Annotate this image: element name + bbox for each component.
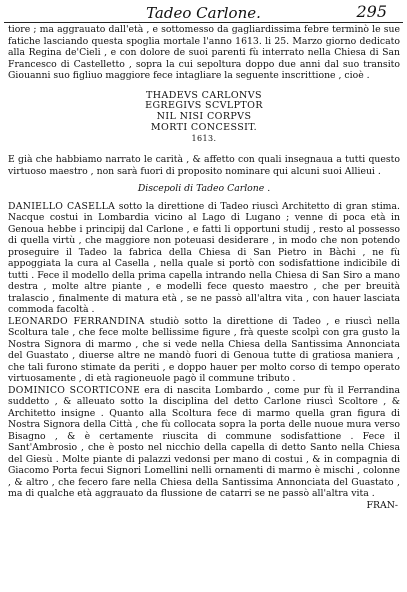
entry-paragraph: [8, 385, 400, 500]
entry-text: studiò sotto la direttione di Tadeo , e riuscì nella Scoltura tale , che fece molte bellissime figure , frà queste scolpì con gra gusto la Nostra Signora di marmo , che si vede nella Chiesa della Santissima Annonciata del Guastato , diuerse altre ne mandò fuori di Genoua tutte di gratiosa maniera , che tali furono stimate da periti , e doppo hauer per molto corso di tempo operato virtuosamente , di età ragioneuole pagò il commune tributo .: [8, 315, 400, 385]
intro-paragraph: tiore ; ma aggrauato dall'età , e sottomesso da gagliardissima febre terminò le sue fatiche lasciando questa spoglia mortale l'anno 1613. li 25. Marzo giorno dedicato alla Regina de'Cieli , e con dolore de suoi parenti fù interrato nella Chiesa di San Francesco di Castelletto , sopra la cui sepoltura doppo due anni dal suo transito Giouanni suo figliuo maggiore fece intagliare la seguente inscrittione , cioè .: [8, 24, 400, 81]
entry-text: era di nascita Lombardo , come pur fù il Ferrandina suddetto , & alleuato sotto la disciplina del detto Carlone riuscì Scoltore , & Architetto insigne . Quanto alla Scoltura fece di marmo quella gran figura di Nostra Signora della Città , che fù collocata sopra la porta delle nuoue mura verso Bisagno , & è certamente riuscita di commune sodisfattione . Fece il Sant'Ambrosio , che è posto nel nicchio della capella di detto Santo nella Chiesa del Giesù . Molte piante di palazzi vedonsi per mano di costui , & in compagnia di Giacomo Porta fecui Signori Lomellini nelli ornamenti di marmo è mischi , colonne , & altro , che fecero fare nella Chiesa della Santissima Annonciata del Guastato , ma di qualche età aggrauato da flussione de catarri se ne passò all'altra vita .: [8, 384, 401, 500]
epitaph: [8, 91, 400, 145]
running-title: Tadeo Carlone.: [146, 4, 261, 22]
page-body: [8, 24, 400, 511]
epitaph-line: THADEVS CARLONVS: [146, 89, 262, 101]
page-number: 295: [356, 2, 387, 21]
epitaph-line: EGREGIVS SCVLPTOR: [145, 100, 263, 112]
epitaph-line: MORTI CONCESSIT.: [150, 121, 258, 133]
catchword: FRAN-: [366, 499, 398, 511]
transition-paragraph: E già che habbiamo narrato le carità , & affetto con quali insegnaua a tutti questo virtuoso maestro , non sarà fuori di proposito nominare qui alcuni suoi Allieui .: [8, 154, 400, 177]
section-subheading: Discepoli di Tadeo Carlone .: [137, 183, 271, 195]
entry-paragraph: [8, 201, 400, 316]
entry-paragraph: [8, 316, 400, 385]
header-rule: [4, 22, 403, 23]
entry-name: DOMINICO SCORTICONE: [8, 384, 141, 396]
epitaph-line: NIL NISI CORPVS: [156, 111, 252, 123]
epitaph-year: 1613.: [191, 133, 217, 143]
entry-name: DANIELLO CASELLA: [8, 200, 116, 212]
entry-name: LEONARDO FERRANDINA: [8, 315, 145, 327]
entry-text: sotto la direttione di Tadeo riuscì Architetto di gran stima. Nacque costui in Lombardia vicino al Lago di Lugano ; venne di poca età in Genoua hebbe i principij dal Carlone , e fatti li opportuni studij , resto al possesso di quella virtù , che maggiore non poteuasi desiderare , in modo che non potendo proseguire il Tadeo la fabrica della Chiesa di San Pietro in Bàchi , ne fù appoggiata la cura al Casella , nella quale si portò con sodisfattione indicibile di tutti . Fece il modello della prima capella intrando nella Chiesa di San Siro a mano destra , molte altre piante , e modelli fece questo maestro , che per breuità tralascio , finalmente di matura età , se ne passò all'altra vita , con hauer lasciata commoda facoltà .: [8, 200, 400, 316]
